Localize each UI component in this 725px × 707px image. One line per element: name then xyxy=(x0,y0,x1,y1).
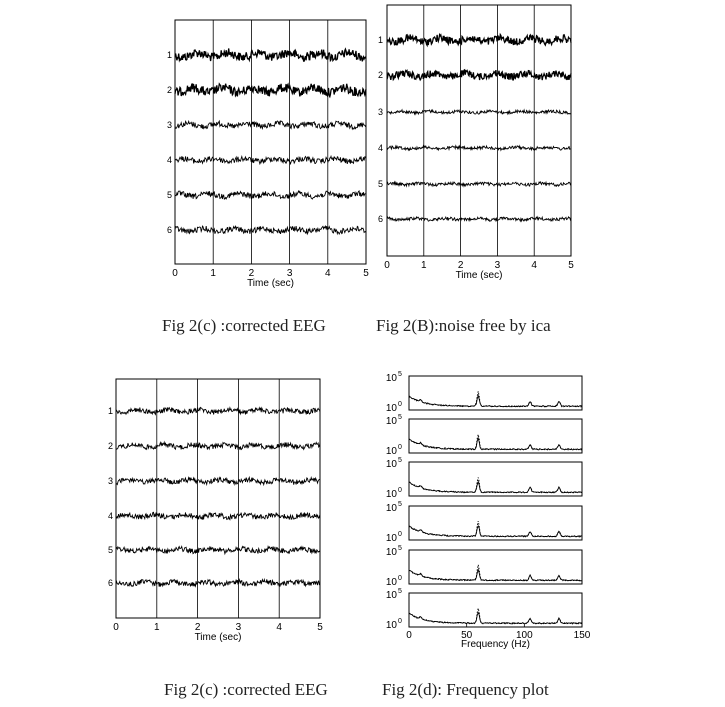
top-right-trace-channel-5 xyxy=(387,182,571,186)
bottom-right-x-tick-label: 150 xyxy=(573,630,591,641)
bottom-left-trace-channel-1 xyxy=(116,407,320,414)
bottom-left-channel-label: 4 xyxy=(107,511,113,521)
bottom-right-y-tick-exponent: 0 xyxy=(398,444,402,451)
bottom-right-spectrum-solid-2 xyxy=(409,438,582,450)
bottom-right-y-tick-label: 10 xyxy=(385,533,397,544)
top-right-trace-channel-1 xyxy=(387,35,571,46)
top-left-x-tick-label: 0 xyxy=(172,268,178,279)
bottom-right-y-tick-exponent: 0 xyxy=(398,531,402,538)
top-right-x-tick-label: 0 xyxy=(384,260,390,271)
top-left-x-tick-label: 3 xyxy=(286,268,293,279)
bottom-left-trace-channel-3 xyxy=(116,477,320,484)
top-right-trace-channel-3 xyxy=(387,110,571,114)
top-right-x-tick-label: 5 xyxy=(568,260,574,271)
bottom-left-trace-channel-2 xyxy=(116,442,320,449)
bottom-right-y-tick-label: 10 xyxy=(385,373,397,384)
bottom-left-x-tick-label: 3 xyxy=(235,622,242,633)
bottom-right-y-tick-label: 10 xyxy=(385,590,397,601)
bottom-right-y-tick-exponent: 0 xyxy=(398,487,402,494)
bottom-right-y-tick-label: 10 xyxy=(385,403,397,414)
bottom-right-y-tick-exponent: 5 xyxy=(398,501,402,508)
bottom-left-x-tick-label: 4 xyxy=(276,622,282,633)
caption-top-left: Fig 2(c) :corrected EEG xyxy=(162,316,326,335)
bottom-right-spectrum-dotted-2 xyxy=(409,435,582,450)
bottom-right-y-tick-exponent: 5 xyxy=(398,457,402,464)
bottom-right-y-tick-exponent: 5 xyxy=(398,371,402,378)
top-right-x-tick-label: 2 xyxy=(457,260,464,271)
bottom-left-x-tick-label: 5 xyxy=(317,622,323,633)
top-left-channel-label: 4 xyxy=(166,155,172,165)
bottom-right-y-tick-label: 10 xyxy=(385,577,397,588)
bottom-left-x-tick-label: 1 xyxy=(154,622,160,633)
top-left-channel-label: 3 xyxy=(166,120,172,130)
top-left-trace-channel-1 xyxy=(175,48,366,61)
bottom-right-y-tick-exponent: 5 xyxy=(398,588,402,595)
top-right-channel-label: 6 xyxy=(377,214,383,224)
bottom-left-channel-label: 1 xyxy=(107,406,113,416)
bottom-right-y-tick-label: 10 xyxy=(385,446,397,457)
top-left-trace-channel-6 xyxy=(175,226,366,234)
top-left-x-tick-label: 4 xyxy=(325,268,331,279)
bottom-right-x-tick-label: 100 xyxy=(515,630,533,641)
bottom-left-channel-label: 6 xyxy=(107,578,113,588)
bottom-right-spectrum-solid-3 xyxy=(409,482,582,493)
bottom-right-subplot-frame xyxy=(409,376,582,410)
caption-top-right: Fig 2(B):noise free by ica xyxy=(376,316,551,335)
bottom-left-channel-label: 5 xyxy=(107,545,113,555)
bottom-left-trace-channel-4 xyxy=(116,512,320,519)
top-left-channel-label: 5 xyxy=(166,190,172,200)
caption-bottom-left: Fig 2(c) :corrected EEG xyxy=(164,680,328,699)
bottom-right-y-tick-label: 10 xyxy=(385,620,397,631)
bottom-right-y-tick-exponent: 0 xyxy=(398,575,402,582)
top-right-channel-label: 2 xyxy=(377,70,383,80)
bottom-left-x-tick-label: 0 xyxy=(113,622,119,633)
bottom-right-spectrum-solid-4 xyxy=(409,526,582,537)
bottom-right-y-tick-exponent: 5 xyxy=(398,414,402,421)
top-right-channel-label: 4 xyxy=(377,143,383,153)
bottom-right-y-tick-exponent: 0 xyxy=(398,618,402,625)
bottom-right-x-axis-label: Frequency (Hz) xyxy=(461,639,530,650)
top-left-trace-channel-3 xyxy=(175,121,366,129)
top-right-x-axis-label: Time (sec) xyxy=(455,270,503,281)
bottom-right-y-tick-label: 10 xyxy=(385,489,397,500)
top-left-trace-channel-2 xyxy=(175,84,366,97)
bottom-left-channel-label: 3 xyxy=(107,476,113,486)
top-right-channel-label: 3 xyxy=(377,107,383,117)
top-left-x-tick-label: 2 xyxy=(248,268,255,279)
caption-bottom-right: Fig 2(d): Frequency plot xyxy=(382,680,549,699)
bottom-right-y-tick-label: 10 xyxy=(385,547,397,558)
top-left-channel-label: 2 xyxy=(166,85,172,95)
top-right-trace-channel-4 xyxy=(387,146,571,150)
bottom-right-spectrum-solid-6 xyxy=(409,613,582,624)
bottom-right-y-tick-label: 10 xyxy=(385,459,397,470)
top-right-x-tick-label: 1 xyxy=(421,260,427,271)
top-left-channel-label: 1 xyxy=(166,50,172,60)
top-right-trace-channel-2 xyxy=(387,70,571,80)
top-left-channel-label: 6 xyxy=(166,225,172,235)
top-right-channel-label: 1 xyxy=(377,35,383,45)
bottom-right-spectrum-dotted-1 xyxy=(409,391,582,407)
top-left-x-tick-label: 5 xyxy=(363,268,369,279)
bottom-right-subplot-frame xyxy=(409,593,582,627)
top-right-x-tick-label: 4 xyxy=(531,260,537,271)
bottom-left-channel-label: 2 xyxy=(107,441,113,451)
bottom-left-trace-channel-5 xyxy=(116,546,320,553)
bottom-right-spectrum-solid-1 xyxy=(409,396,582,407)
bottom-right-y-tick-label: 10 xyxy=(385,503,397,514)
bottom-right-y-tick-exponent: 5 xyxy=(398,545,402,552)
top-left-trace-channel-4 xyxy=(175,156,366,164)
top-left-x-axis-label: Time (sec) xyxy=(247,278,294,289)
bottom-right-x-tick-label: 50 xyxy=(461,630,473,641)
bottom-right-y-tick-exponent: 0 xyxy=(398,401,402,408)
top-right-trace-channel-6 xyxy=(387,217,571,221)
bottom-right-y-tick-label: 10 xyxy=(385,416,397,427)
bottom-left-x-tick-label: 2 xyxy=(194,622,201,633)
top-left-x-tick-label: 1 xyxy=(210,268,216,279)
top-right-channel-label: 5 xyxy=(377,179,383,189)
top-left-trace-channel-5 xyxy=(175,191,366,199)
bottom-left-x-axis-label: Time (sec) xyxy=(194,632,242,643)
bottom-right-x-tick-label: 0 xyxy=(406,630,412,641)
bottom-left-trace-channel-6 xyxy=(116,579,320,586)
top-right-x-tick-label: 3 xyxy=(494,260,501,271)
